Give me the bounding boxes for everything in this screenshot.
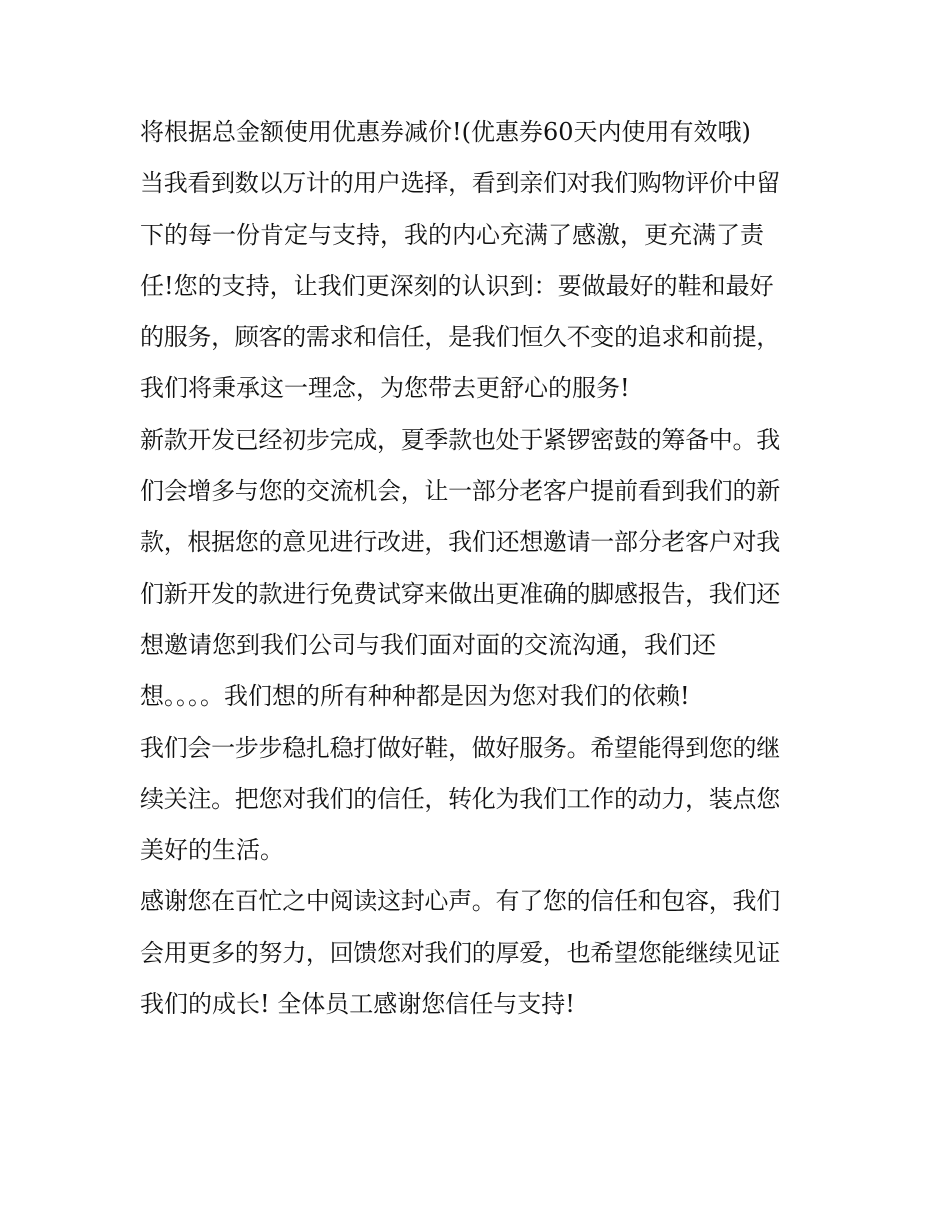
document-body [140, 107, 830, 1030]
text-line: 新款开发已经初步完成，夏季款也处于紧锣密鼓的筹备中。我 [140, 425, 780, 454]
text-line: 我们的成长! 全体员工感谢您信任与支持! [140, 990, 575, 1019]
text-line: 我们将秉承这一理念，为您带去更舒心的服务! [140, 374, 630, 403]
text-line: 们新开发的款进行免费试穿来做出更准确的脚感报告，我们还 [140, 579, 780, 608]
text-line: 想邀请您到我们公司与我们面对面的交流沟通，我们还 [140, 630, 716, 659]
text-line: 美好的生活。 [140, 836, 284, 865]
text-line: 任!您的支持，让我们更深刻的认识到：要做最好的鞋和最好 [140, 271, 774, 300]
text-line: 将根据总金额使用优惠券减价!(优惠券60天内使用有效哦) [140, 118, 751, 146]
text-line: 续关注。把您对我们的信任，转化为我们工作的动力，装点您 [140, 784, 780, 813]
text-line: 款，根据您的意见进行改进，我们还想邀请一部分老客户对我 [140, 528, 780, 557]
text-line: 们会增多与您的交流机会，让一部分老客户提前看到我们的新 [140, 477, 780, 506]
text-line: 下的每一份肯定与支持，我的内心充满了感激，更充满了责 [140, 220, 764, 249]
text-line: 感谢您在百忙之中阅读这封心声。有了您的信任和包容，我们 [140, 887, 780, 916]
text-line: 会用更多的努力，回馈您对我们的厚爱，也希望您能继续见证 [140, 938, 780, 967]
text-line: 当我看到数以万计的用户选择，看到亲们对我们购物评价中留 [140, 169, 780, 198]
text-line: 的服务，顾客的需求和信任，是我们恒久不变的追求和前提， [140, 323, 780, 352]
text-line: 想。。。。我们想的所有种种都是因为您对我们的依赖! [140, 682, 690, 711]
text-line: 我们会一步步稳扎稳打做好鞋，做好服务。希望能得到您的继 [140, 733, 780, 762]
